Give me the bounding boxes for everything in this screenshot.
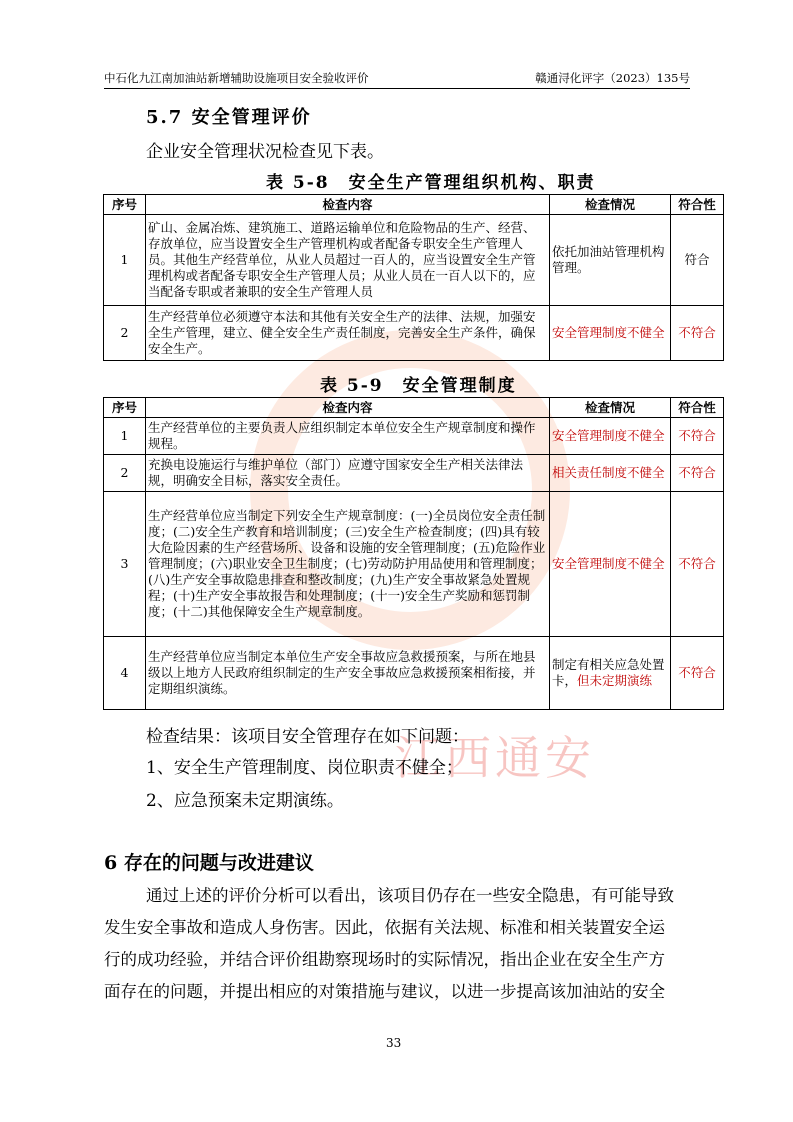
row-result: 不符合 — [671, 306, 724, 361]
page-header — [104, 66, 690, 86]
table2-caption: 表 5-9 安全管理制度 — [320, 376, 517, 396]
table-row — [104, 306, 724, 361]
row-no: 1 — [104, 215, 146, 306]
row-content: 矿山、金属冶炼、建筑施工、道路运输单位和危险物品的生产、经营、存放单位，应当设置安全生产管理机构或者配备专职安全生产管理人员。其他生产经营单位，从业人员超过一百人的，应当设置安全生产管理机构或者配备专职安全生产管理人员；从业人员在一百人以下的，应当配备专职或者兼职的安全生产管理人员 — [146, 215, 550, 306]
table-row — [104, 492, 724, 637]
page-number: 33 — [386, 1036, 402, 1050]
table-5-9 — [103, 397, 724, 710]
row-status-part: 制定有相关应急处置卡， — [552, 657, 665, 688]
row-result: 不符合 — [671, 418, 724, 455]
table1-header-row — [104, 195, 724, 215]
chapter-para-line: 面存在的问题，并提出相应的对策措施与建议，以进一步提高该加油站的安全 — [104, 982, 665, 1001]
row-content: 充换电设施运行与维护单位（部门）应遵守国家安全生产相关法律法规，明确安全目标，落实安全责任。 — [146, 455, 550, 492]
col-content: 检查内容 — [146, 398, 550, 418]
row-no: 3 — [104, 492, 146, 637]
col-status: 检查情况 — [550, 195, 671, 215]
row-no: 1 — [104, 418, 146, 455]
row-status: 依托加油站管理机构管理。 — [550, 215, 671, 306]
chapter-title: 6 存在的问题与改进建议 — [104, 852, 314, 874]
header-right: 赣通浔化评字（2023）135号 — [535, 71, 690, 85]
row-result: 不符合 — [671, 455, 724, 492]
table-row — [104, 215, 724, 306]
chapter-para-line: 通过上述的评价分析可以看出，该项目仍存在一些安全隐患，有可能导致 — [146, 886, 674, 905]
chapter-para-line: 发生安全事故和造成人身伤害。因此，依据有关法规、标准和相关装置安全运 — [104, 918, 665, 937]
intro-text: 企业安全管理状况检查见下表。 — [146, 142, 384, 162]
row-status: 安全管理制度不健全 — [550, 418, 671, 455]
col-status: 检查情况 — [550, 398, 671, 418]
table-row — [104, 418, 724, 455]
row-status: 相关责任制度不健全 — [550, 455, 671, 492]
table1-caption: 表 5-8 安全生产管理组织机构、职责 — [266, 173, 596, 193]
col-result: 符合性 — [671, 398, 724, 418]
table-5-8 — [103, 194, 724, 361]
row-no: 2 — [104, 455, 146, 492]
row-content: 生产经营单位必须遵守本法和其他有关安全生产的法律、法规，加强安全生产管理，建立、健全安全生产责任制度，完善安全生产条件，确保安全生产。 — [146, 306, 550, 361]
row-no: 2 — [104, 306, 146, 361]
col-no: 序号 — [104, 195, 146, 215]
header-left: 中石化九江南加油站新增辅助设施项目安全验收评价 — [104, 71, 369, 85]
row-status-warning: 但未定期演练 — [577, 673, 653, 688]
row-result: 不符合 — [671, 637, 724, 710]
finding-item: 1、安全生产管理制度、岗位职责不健全； — [146, 758, 463, 778]
watermark-text: 江西通安 — [395, 731, 595, 785]
chapter-para-line: 行的成功经验，并结合评价组勘察现场时的实际情况，指出企业在安全生产方 — [104, 950, 665, 969]
findings-title: 检查结果：该项目安全管理存在如下问题： — [146, 727, 469, 747]
table2-header-row — [104, 398, 724, 418]
col-no: 序号 — [104, 398, 146, 418]
finding-item: 2、应急预案未定期演练。 — [146, 791, 344, 811]
section-title: 5.7 安全管理评价 — [146, 107, 312, 128]
row-content: 生产经营单位应当制定本单位生产安全事故应急救援预案，与所在地县级以上地方人民政府组织制定的生产安全事故应急救援预案相衔接，并定期组织演练。 — [146, 637, 550, 710]
row-content: 生产经营单位应当制定下列安全生产规章制度：(一)全员岗位安全责任制度；(二)安全生产教育和培训制度；(三)安全生产检查制度；(四)具有较大危险因素的生产经营场所、设备和设施的安全管理制度；(五)危险作业管理制度；(六)职业安全卫生制度；(七)劳动防护用品使用和管理制度；(八)生产安全事故隐患排查和整改制度；(九)生产安全事故紧急处置规程；(十)生产安全事故报告和处理制度；(十一)安全生产奖励和惩罚制度；(十二)其他保障安全生产规章制度。 — [146, 492, 550, 637]
row-status: 安全管理制度不健全 — [550, 492, 671, 637]
header-rule — [104, 88, 690, 89]
col-result: 符合性 — [671, 195, 724, 215]
table-row — [104, 455, 724, 492]
row-status: 安全管理制度不健全 — [550, 306, 671, 361]
row-result: 符合 — [671, 215, 724, 306]
row-status — [550, 637, 671, 710]
row-content: 生产经营单位的主要负责人应组织制定本单位安全生产规章制度和操作规程。 — [146, 418, 550, 455]
row-no: 4 — [104, 637, 146, 710]
table-row — [104, 637, 724, 710]
row-result: 不符合 — [671, 492, 724, 637]
col-content: 检查内容 — [146, 195, 550, 215]
